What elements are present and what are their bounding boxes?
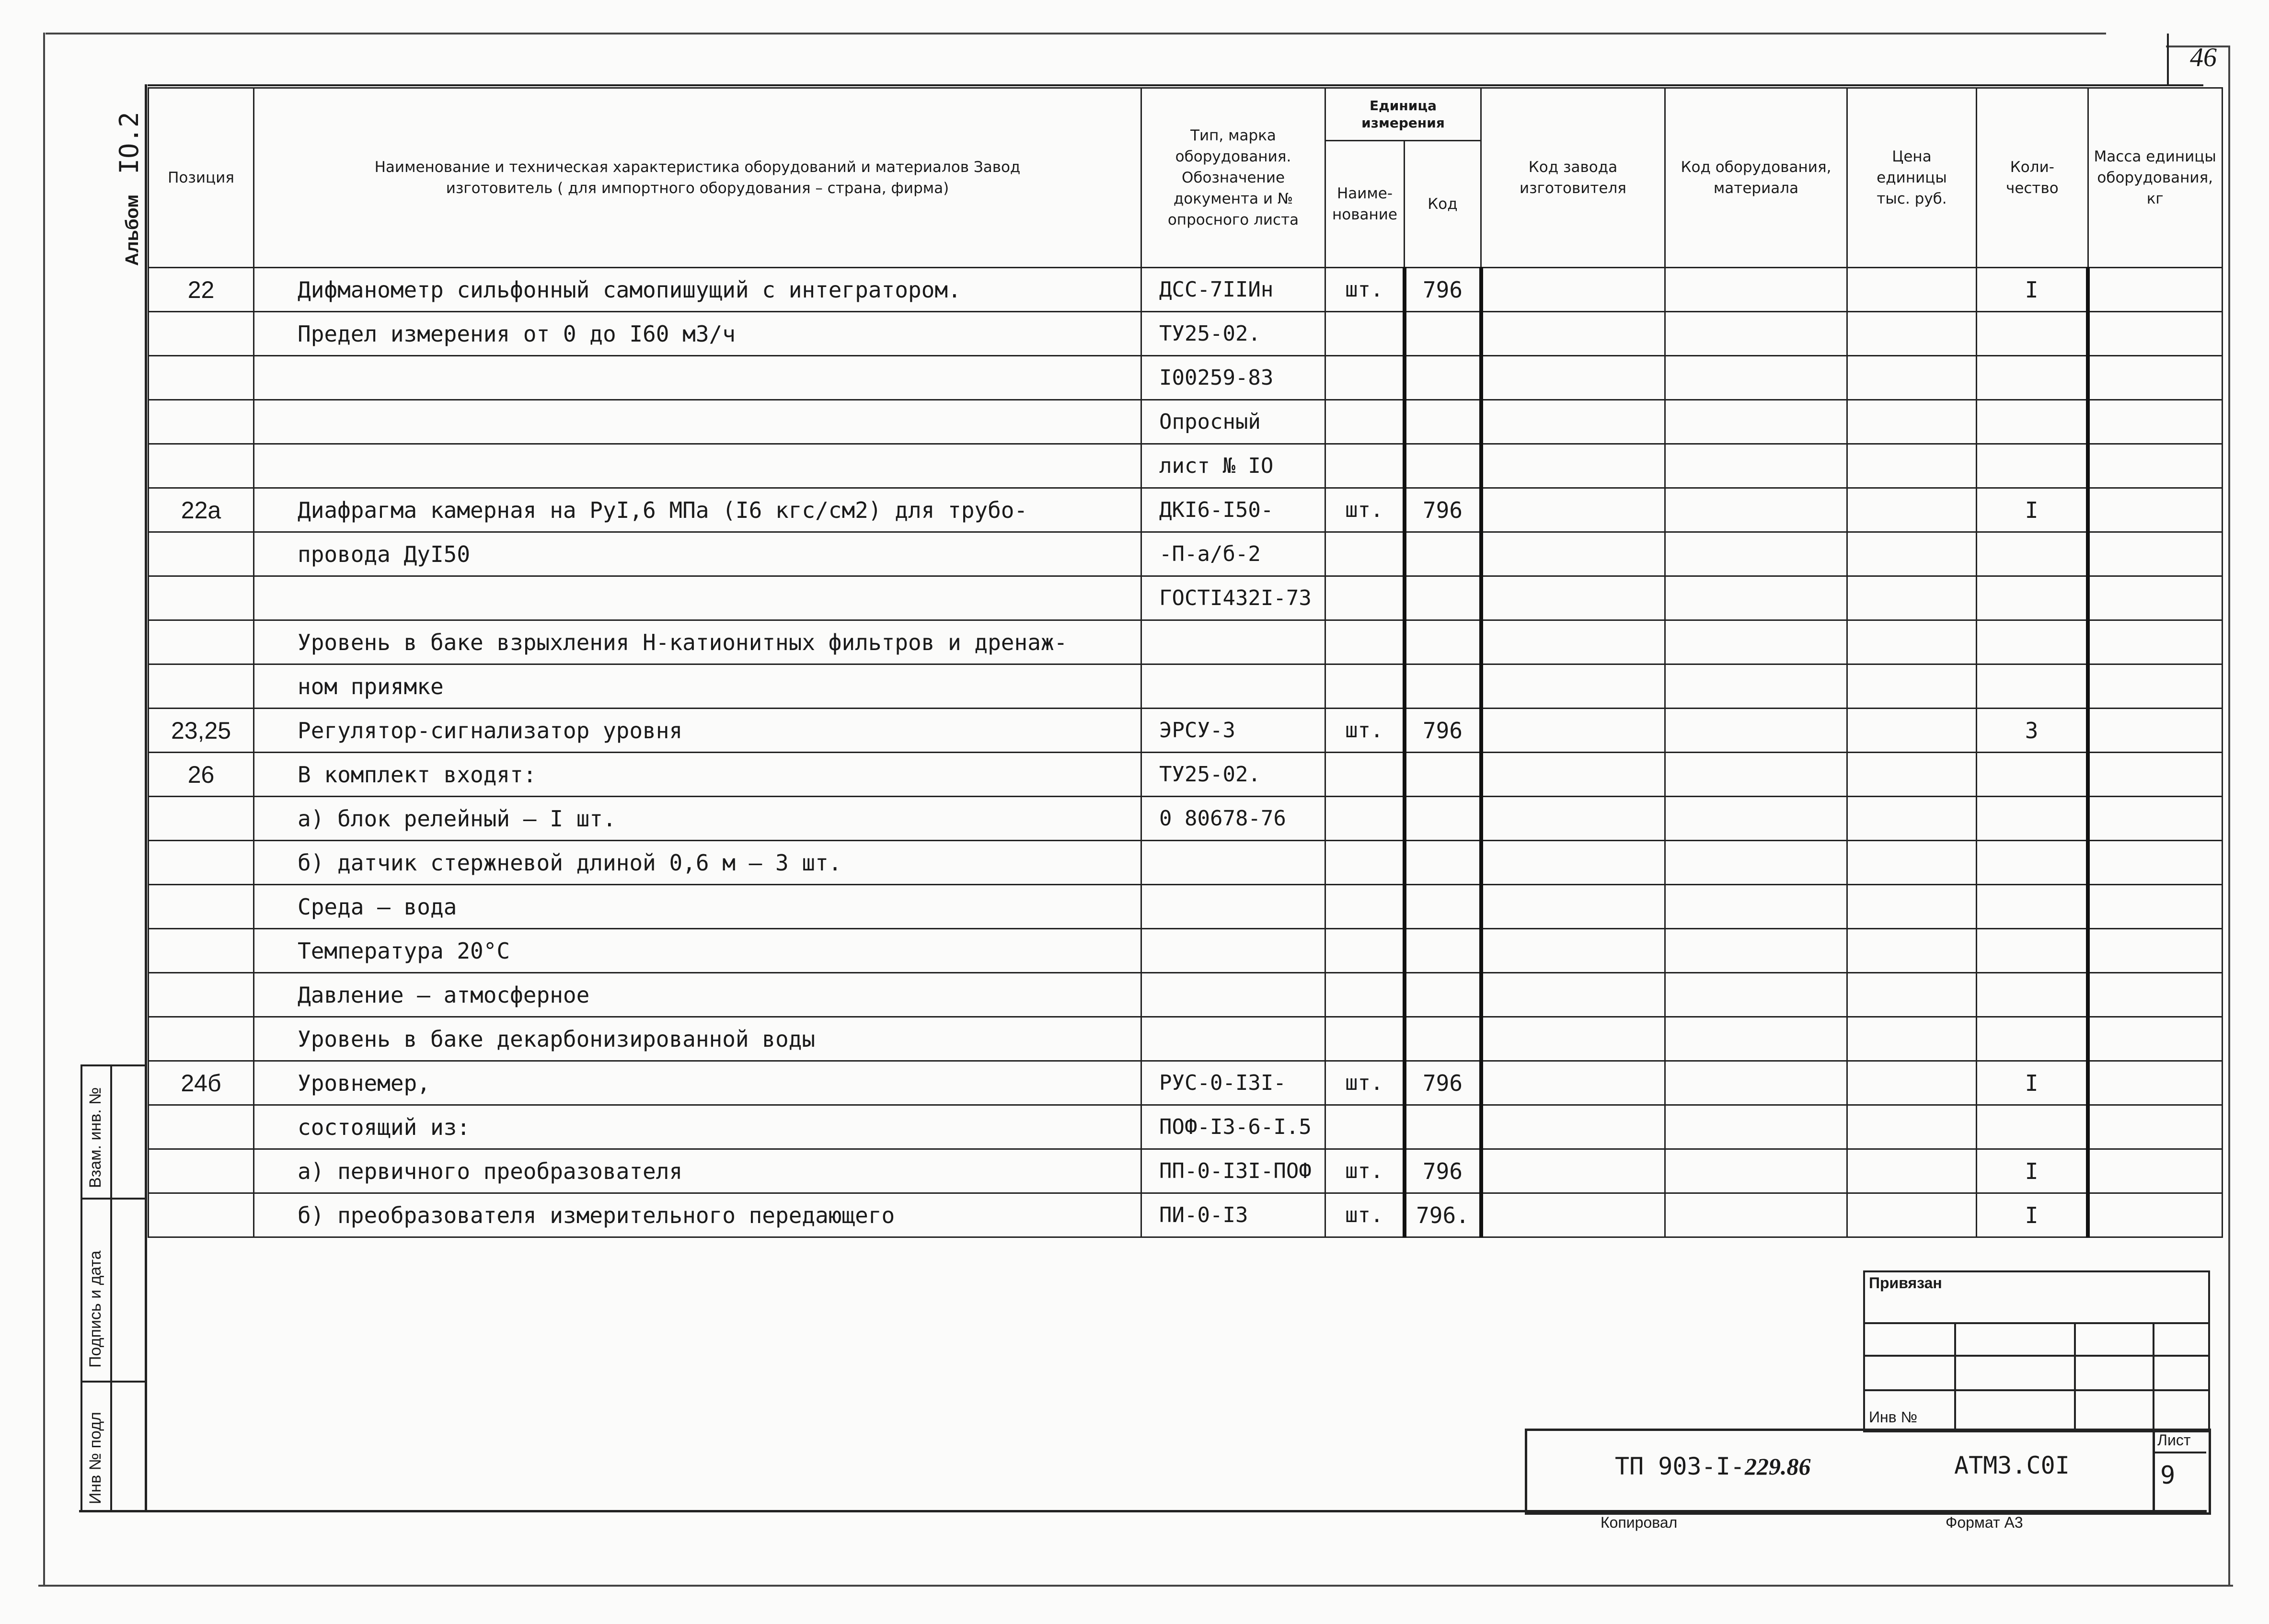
cell-unit-name: [1325, 841, 1405, 885]
binding-hline-2: [1863, 1355, 2208, 1357]
cell-unit-code: [1405, 973, 1481, 1017]
cell-position: [149, 1017, 254, 1061]
cell-type: лист № IO: [1141, 444, 1325, 488]
cell-mass: [2088, 576, 2222, 620]
cell-factory-code: [1481, 444, 1665, 488]
cell-equipment-code: [1665, 620, 1847, 664]
cell-unit-name: [1325, 620, 1405, 664]
header-factory-code: Код завода изготовителя: [1481, 88, 1665, 268]
cell-price: [1847, 929, 1977, 973]
binding-label: Привязан: [1869, 1274, 1942, 1292]
specification-table: [148, 87, 2223, 1238]
table-row: [149, 709, 2223, 753]
cell-price: [1847, 1017, 1977, 1061]
cell-mass: [2088, 929, 2222, 973]
cell-price: [1847, 532, 1977, 576]
cell-price: [1847, 1193, 1977, 1237]
cell-position: [149, 620, 254, 664]
table-row: [149, 1017, 2223, 1061]
cell-price: [1847, 664, 1977, 709]
cell-type: [1141, 929, 1325, 973]
cell-unit-code: [1405, 797, 1481, 841]
stamp-col-top: [81, 1064, 147, 1066]
cell-unit-code: [1405, 841, 1481, 885]
cell-mass: [2088, 973, 2222, 1017]
cell-equipment-code: [1665, 444, 1847, 488]
cell-position: 24б: [149, 1061, 254, 1105]
cell-unit-code: 796.: [1405, 1193, 1481, 1237]
format-label: Формат А3: [1946, 1514, 2023, 1531]
cell-position: [149, 576, 254, 620]
cell-equipment-code: [1665, 1193, 1847, 1237]
cell-type: 0 80678-76: [1141, 797, 1325, 841]
cell-name: а) блок релейный – I шт.: [254, 797, 1141, 841]
cell-type: -П-а/б-2: [1141, 532, 1325, 576]
cell-unit-code: [1405, 1105, 1481, 1149]
inv-no-label: Инв №: [1869, 1408, 1917, 1426]
frame-bottom: [38, 1585, 2233, 1587]
cell-factory-code: [1481, 1061, 1665, 1105]
doc-number: [1615, 1452, 1810, 1480]
cell-price: [1847, 400, 1977, 444]
cell-equipment-code: [1665, 664, 1847, 709]
cell-unit-code: [1405, 400, 1481, 444]
cell-equipment-code: [1665, 841, 1847, 885]
cell-equipment-code: [1665, 532, 1847, 576]
cell-equipment-code: [1665, 1105, 1847, 1149]
album-label-text: Альбом: [122, 194, 142, 266]
cell-unit-code: [1405, 620, 1481, 664]
cell-price: [1847, 1061, 1977, 1105]
cell-equipment-code: [1665, 709, 1847, 753]
cell-unit-code: [1405, 356, 1481, 400]
doc-number-value: 229.86: [1744, 1453, 1811, 1480]
cell-mass: [2088, 620, 2222, 664]
cell-position: 22: [149, 268, 254, 312]
cell-mass: [2088, 664, 2222, 709]
cell-factory-code: [1481, 1105, 1665, 1149]
header-unit-name: Наиме- нование: [1325, 141, 1405, 268]
sheet-label: Лист: [2157, 1431, 2191, 1449]
cell-position: [149, 532, 254, 576]
binding-vline-3: [2153, 1322, 2154, 1429]
cell-qty: I: [1977, 1061, 2088, 1105]
cell-type: [1141, 841, 1325, 885]
cell-qty: 3: [1977, 709, 2088, 753]
cell-mass: [2088, 1149, 2222, 1193]
cell-mass: [2088, 753, 2222, 797]
cell-name: Уровень в баке декарбонизированной воды: [254, 1017, 1141, 1061]
cell-factory-code: [1481, 709, 1665, 753]
cell-position: [149, 664, 254, 709]
cell-equipment-code: [1665, 929, 1847, 973]
cell-type: [1141, 885, 1325, 929]
stamp-signature-date: Подпись и дата: [86, 1250, 104, 1368]
cell-mass: [2088, 488, 2222, 532]
doc-prefix: ТП 903-I-: [1615, 1452, 1745, 1480]
cell-type: [1141, 973, 1325, 1017]
cell-factory-code: [1481, 1193, 1665, 1237]
cell-price: [1847, 753, 1977, 797]
sheet-box-divider: [2153, 1429, 2155, 1510]
cell-name: В комплект входят:: [254, 753, 1141, 797]
doc-code: АТМ3.С0I: [1954, 1452, 2070, 1479]
binding-vline-1: [1954, 1322, 1956, 1429]
cell-price: [1847, 841, 1977, 885]
cell-name: Диафрагма камерная на РуI,6 МПа (I6 кгс/см2) для трубо-: [254, 488, 1141, 532]
cell-unit-name: шт.: [1325, 1149, 1405, 1193]
table-row: [149, 797, 2223, 841]
cell-type: ПОФ-I3-6-I.5: [1141, 1105, 1325, 1149]
cell-factory-code: [1481, 312, 1665, 356]
table-row: [149, 929, 2223, 973]
album-number: IO.2: [114, 112, 144, 174]
cell-name: Уровень в баке взрыхления Н-катионитных фильтров и дренаж-: [254, 620, 1141, 664]
cell-name: Дифманометр сильфонный самопишущий с интегратором.: [254, 268, 1141, 312]
cell-unit-code: [1405, 532, 1481, 576]
binding-vline-2: [2074, 1322, 2076, 1429]
cell-position: [149, 356, 254, 400]
binding-hline-1: [1863, 1322, 2208, 1324]
cell-price: [1847, 620, 1977, 664]
cell-factory-code: [1481, 620, 1665, 664]
cell-equipment-code: [1665, 576, 1847, 620]
cell-unit-name: [1325, 576, 1405, 620]
cell-mass: [2088, 356, 2222, 400]
stamp-div-1: [81, 1198, 147, 1200]
cell-factory-code: [1481, 841, 1665, 885]
cell-price: [1847, 1105, 1977, 1149]
cell-unit-name: шт.: [1325, 1061, 1405, 1105]
cell-price: [1847, 356, 1977, 400]
cell-type: ПП-0-I3I-ПОФ: [1141, 1149, 1325, 1193]
cell-mass: [2088, 1193, 2222, 1237]
cell-type: ДСС-7IIИн: [1141, 268, 1325, 312]
table-row: [149, 532, 2223, 576]
cell-type: [1141, 1017, 1325, 1061]
cell-unit-code: 796: [1405, 268, 1481, 312]
frame-top: [46, 33, 2106, 34]
cell-qty: [1977, 841, 2088, 885]
cell-factory-code: [1481, 356, 1665, 400]
cell-price: [1847, 885, 1977, 929]
cell-unit-name: [1325, 797, 1405, 841]
cell-price: [1847, 312, 1977, 356]
cell-unit-code: [1405, 1017, 1481, 1061]
cell-qty: [1977, 797, 2088, 841]
cell-price: [1847, 1149, 1977, 1193]
cell-mass: [2088, 797, 2222, 841]
cell-type: ДКI6-I50-: [1141, 488, 1325, 532]
stamp-col-outer: [81, 1064, 82, 1510]
table-row: [149, 973, 2223, 1017]
cell-type: ТУ25-02.: [1141, 312, 1325, 356]
cell-position: 23,25: [149, 709, 254, 753]
header-equipment-code: Код оборудования, материала: [1665, 88, 1847, 268]
cell-qty: I: [1977, 268, 2088, 312]
cell-unit-name: шт.: [1325, 488, 1405, 532]
cell-name: [254, 400, 1141, 444]
table-row: [149, 841, 2223, 885]
cell-equipment-code: [1665, 268, 1847, 312]
cell-price: [1847, 444, 1977, 488]
header-type: Тип, марка оборудования. Обозначение документа и № опросного листа: [1141, 88, 1325, 268]
cell-unit-name: шт.: [1325, 1193, 1405, 1237]
cell-unit-name: [1325, 929, 1405, 973]
cell-position: [149, 1149, 254, 1193]
cell-unit-name: [1325, 1017, 1405, 1061]
cell-qty: [1977, 929, 2088, 973]
frame-right-tick: [2167, 34, 2169, 86]
cell-qty: [1977, 444, 2088, 488]
sheet-box-hline: [2153, 1452, 2206, 1453]
cell-unit-name: шт.: [1325, 268, 1405, 312]
cell-equipment-code: [1665, 356, 1847, 400]
cell-unit-name: [1325, 664, 1405, 709]
cell-name: состоящий из:: [254, 1105, 1141, 1149]
cell-mass: [2088, 312, 2222, 356]
table-row: [149, 620, 2223, 664]
cell-mass: [2088, 444, 2222, 488]
cell-name: [254, 356, 1141, 400]
cell-name: ном приямке: [254, 664, 1141, 709]
table-row: [149, 488, 2223, 532]
cell-qty: [1977, 753, 2088, 797]
cell-name: [254, 444, 1141, 488]
cell-factory-code: [1481, 488, 1665, 532]
cell-position: [149, 797, 254, 841]
cell-type: РУС-0-I3I-: [1141, 1061, 1325, 1105]
cell-factory-code: [1481, 532, 1665, 576]
table-row: [149, 885, 2223, 929]
header-unit-code: Код: [1405, 141, 1481, 268]
cell-price: [1847, 576, 1977, 620]
cell-position: 26: [149, 753, 254, 797]
cell-position: [149, 885, 254, 929]
cell-mass: [2088, 841, 2222, 885]
table-row: [149, 576, 2223, 620]
cell-type: ГОСТI432I-73: [1141, 576, 1325, 620]
album-label: [114, 112, 144, 266]
cell-unit-code: [1405, 312, 1481, 356]
cell-unit-code: [1405, 576, 1481, 620]
cell-name: Среда – вода: [254, 885, 1141, 929]
table-row: [149, 1193, 2223, 1237]
cell-equipment-code: [1665, 885, 1847, 929]
cell-name: Давление – атмосферное: [254, 973, 1141, 1017]
cell-factory-code: [1481, 268, 1665, 312]
cell-price: [1847, 797, 1977, 841]
cell-name: Регулятор-сигнализатор уровня: [254, 709, 1141, 753]
stamp-col-inner: [110, 1064, 112, 1510]
cell-unit-name: [1325, 356, 1405, 400]
cell-price: [1847, 488, 1977, 532]
inner-frame-top: [148, 84, 2203, 86]
cell-type: I00259-83: [1141, 356, 1325, 400]
stamp-inv-podl: Инв № подл: [86, 1412, 104, 1504]
cell-unit-name: [1325, 444, 1405, 488]
cell-equipment-code: [1665, 488, 1847, 532]
cell-qty: [1977, 532, 2088, 576]
cell-position: [149, 973, 254, 1017]
cell-position: [149, 1105, 254, 1149]
cell-qty: I: [1977, 1193, 2088, 1237]
cell-price: [1847, 268, 1977, 312]
cell-unit-name: [1325, 532, 1405, 576]
cell-mass: [2088, 268, 2222, 312]
cell-position: 22а: [149, 488, 254, 532]
cell-equipment-code: [1665, 312, 1847, 356]
cell-mass: [2088, 1017, 2222, 1061]
cell-unit-code: [1405, 885, 1481, 929]
cell-factory-code: [1481, 1017, 1665, 1061]
cell-name: Уровнемер,: [254, 1061, 1141, 1105]
cell-name: а) первичного преобразователя: [254, 1149, 1141, 1193]
cell-qty: [1977, 664, 2088, 709]
cell-factory-code: [1481, 929, 1665, 973]
cell-qty: [1977, 312, 2088, 356]
cell-mass: [2088, 1105, 2222, 1149]
cell-type: Опросный: [1141, 400, 1325, 444]
cell-qty: [1977, 620, 2088, 664]
cell-mass: [2088, 400, 2222, 444]
cell-unit-code: 796: [1405, 488, 1481, 532]
cell-factory-code: [1481, 576, 1665, 620]
cell-qty: I: [1977, 488, 2088, 532]
cell-factory-code: [1481, 753, 1665, 797]
header-name: Наименование и техническая характеристика оборудований и материалов Завод изготовитель ( для импортного оборудования – страна, фирма): [254, 88, 1141, 268]
cell-unit-code: [1405, 753, 1481, 797]
cell-unit-name: шт.: [1325, 709, 1405, 753]
frame-left: [43, 33, 45, 1585]
cell-name: Предел измерения от 0 до I60 м3/ч: [254, 312, 1141, 356]
cell-type: ТУ25-02.: [1141, 753, 1325, 797]
cell-qty: I: [1977, 1149, 2088, 1193]
table-row: [149, 400, 2223, 444]
cell-position: [149, 312, 254, 356]
cell-factory-code: [1481, 885, 1665, 929]
cell-mass: [2088, 885, 2222, 929]
cell-qty: [1977, 973, 2088, 1017]
table-row: [149, 312, 2223, 356]
cell-name: б) датчик стержневой длиной 0,6 м – 3 шт.: [254, 841, 1141, 885]
cell-qty: [1977, 400, 2088, 444]
cell-qty: [1977, 1105, 2088, 1149]
cell-qty: [1977, 356, 2088, 400]
table-row: [149, 268, 2223, 312]
cell-unit-name: [1325, 1105, 1405, 1149]
cell-unit-code: 796: [1405, 1149, 1481, 1193]
frame-right: [2228, 46, 2230, 1586]
cell-type: [1141, 620, 1325, 664]
cell-type: [1141, 664, 1325, 709]
cell-equipment-code: [1665, 753, 1847, 797]
table-row: [149, 1105, 2223, 1149]
binding-hline-3: [1863, 1389, 2208, 1391]
cell-type: ПИ-0-I3: [1141, 1193, 1325, 1237]
header-qty: Коли- чество: [1977, 88, 2088, 268]
cell-factory-code: [1481, 973, 1665, 1017]
cell-mass: [2088, 532, 2222, 576]
table-row: [149, 664, 2223, 709]
sheet-number: 9: [2160, 1461, 2176, 1490]
cell-name: б) преобразователя измерительного передающего: [254, 1193, 1141, 1237]
cell-qty: [1977, 576, 2088, 620]
cell-equipment-code: [1665, 1061, 1847, 1105]
stamp-div-2: [81, 1381, 147, 1383]
cell-equipment-code: [1665, 797, 1847, 841]
table-row: [149, 753, 2223, 797]
copied-label: Копировал: [1601, 1514, 1678, 1531]
header-row-1: [149, 88, 2223, 141]
cell-factory-code: [1481, 400, 1665, 444]
cell-equipment-code: [1665, 400, 1847, 444]
table-row: [149, 1149, 2223, 1193]
cell-unit-code: 796: [1405, 709, 1481, 753]
cell-position: [149, 929, 254, 973]
header-position: Позиция: [149, 88, 254, 268]
cell-equipment-code: [1665, 1017, 1847, 1061]
cell-price: [1847, 709, 1977, 753]
cell-position: [149, 841, 254, 885]
cell-equipment-code: [1665, 973, 1847, 1017]
cell-unit-code: [1405, 929, 1481, 973]
table-row: [149, 1061, 2223, 1105]
cell-position: [149, 1193, 254, 1237]
table-row: [149, 356, 2223, 400]
header-unit-group: Единица измерения: [1325, 88, 1481, 141]
cell-price: [1847, 973, 1977, 1017]
cell-mass: [2088, 1061, 2222, 1105]
header-price: Цена единицы тыс. руб.: [1847, 88, 1977, 268]
cell-qty: [1977, 1017, 2088, 1061]
table-row: [149, 444, 2223, 488]
cell-unit-code: 796: [1405, 1061, 1481, 1105]
stamp-zam-inv: Взам. инв. №: [86, 1087, 104, 1188]
specification-body: [149, 268, 2223, 1237]
cell-factory-code: [1481, 797, 1665, 841]
cell-factory-code: [1481, 1149, 1665, 1193]
page-number: 46: [2190, 43, 2217, 72]
cell-position: [149, 444, 254, 488]
cell-name: провода ДуI50: [254, 532, 1141, 576]
cell-unit-name: [1325, 400, 1405, 444]
cell-qty: [1977, 885, 2088, 929]
cell-unit-name: [1325, 973, 1405, 1017]
cell-type: ЭРСУ-3: [1141, 709, 1325, 753]
cell-unit-code: [1405, 444, 1481, 488]
cell-name: [254, 576, 1141, 620]
header-mass: Масса единицы оборудования, кг: [2088, 88, 2222, 268]
cell-unit-name: [1325, 885, 1405, 929]
cell-name: Температура 20°С: [254, 929, 1141, 973]
cell-mass: [2088, 709, 2222, 753]
cell-unit-code: [1405, 664, 1481, 709]
inner-frame-left: [145, 84, 147, 1512]
cell-factory-code: [1481, 664, 1665, 709]
cell-position: [149, 400, 254, 444]
cell-equipment-code: [1665, 1149, 1847, 1193]
cell-unit-name: [1325, 312, 1405, 356]
cell-unit-name: [1325, 753, 1405, 797]
